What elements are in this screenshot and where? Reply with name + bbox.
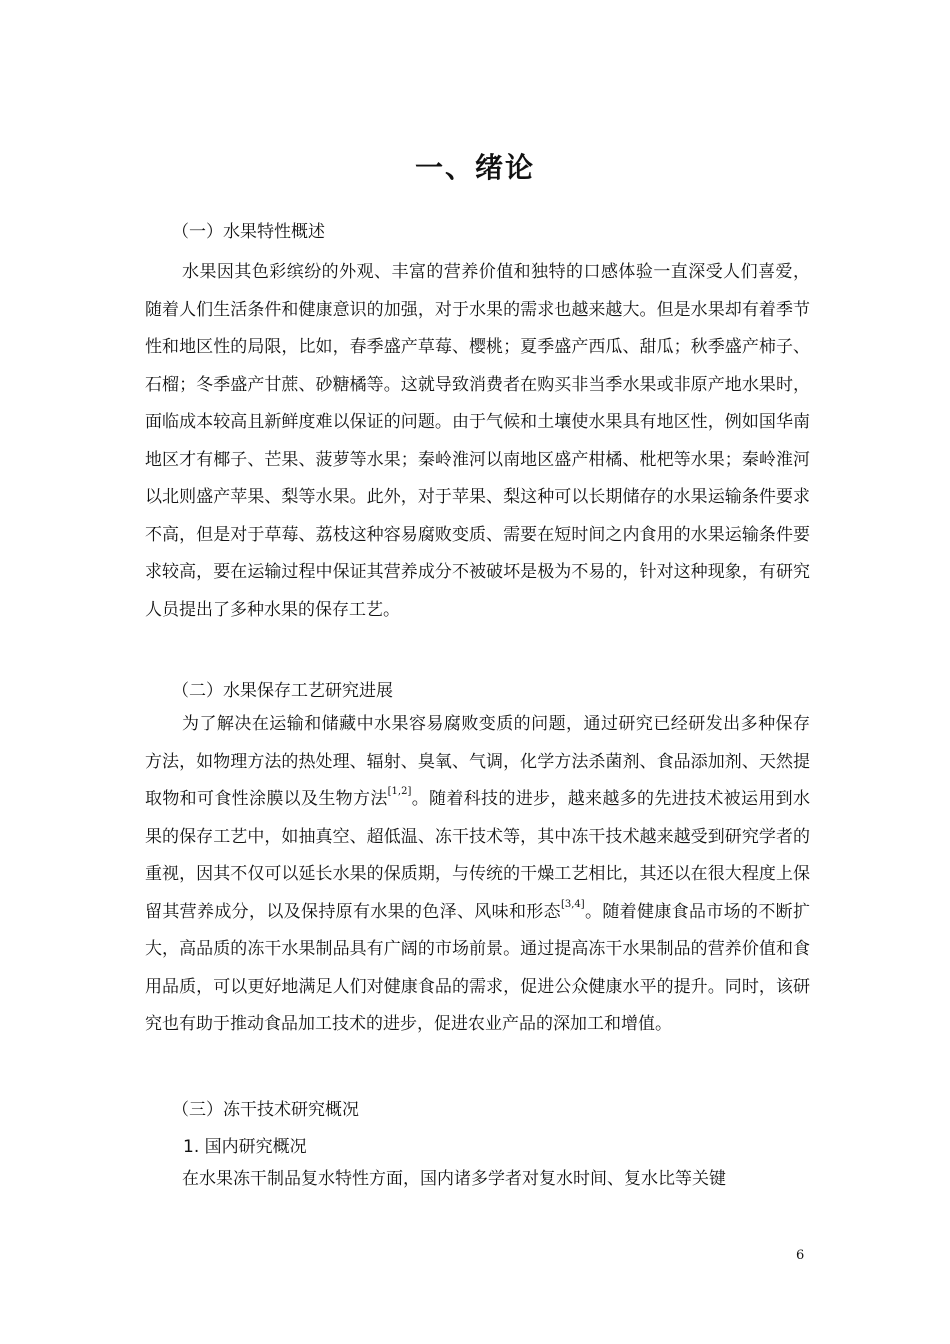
subsection-heading: 1. 国内研究概况 (183, 1137, 307, 1157)
section-heading-2: （二）水果保存工艺研究进展 (172, 681, 393, 701)
paragraph-text: 。随着健康食品市场的不断扩大，高品质的冻干水果制品具有广阔的市场前景。通过提高冻干水果制品的营养价值和食用品质，可以更好地满足人们对健康食品的需求，促进公众健康水平的提升。同时，该研究也有助于推动食品加工技术的进步，促进农业产品的深加工和增值。 (145, 901, 811, 1034)
chapter-title: 一、绪论 (414, 151, 535, 184)
citation: [1,2] (387, 786, 412, 797)
section-3-paragraph: 在水果冻干制品复水特性方面，国内诸多学者对复水时间、复水比等关键 (182, 1169, 726, 1189)
citation: [3,4] (560, 898, 585, 910)
paragraph-text: 。随着科技的进步，越来越多的先进技术被运用到水果的保存工艺中，如抽真空、超低温、冻干技术等，其中冻干技术越来越受到研究学者的重视，因其不仅可以延长水果的保质期，与传统的干燥工艺相比，其还以在很大程度上保留其营养成分，以及保持原有水果的色泽、风味和形态 (145, 789, 811, 922)
paragraph-text: 为了解决在运输和储藏中水果容易腐败变质的问题，通过研究已经研发出多种保存方法，如物理方法的热处理、辐射、臭氧、气调，化学方法杀菌剂、食品添加剂、天然提取物和可食性涂膜以及生物方法 (145, 714, 810, 809)
section-1-paragraph: 水果因其色彩缤纷的外观、丰富的营养价值和独特的口感体验一直深受人们喜爱，随着人们生活条件和健康意识的加强，对于水果的需求也越来越大。但是水果却有着季节性和地区性的局限，比如，春季盛产草莓、樱桃；夏季盛产西瓜、甜瓜；秋季盛产柿子、石榴；冬季盛产甘蔗、砂糖橘等。这就导致消费者在购买非当季水果或非原产地水果时，面临成本较高且新鲜度难以保证的问题。由于气候和土壤使水果具有地区性，例如国华南地区才有椰子、芒果、菠萝等水果；秦岭淮河以南地区盛产柑橘、枇杷等水果；秦岭淮河以北则盛产苹果、梨等水果。此外，对于苹果、梨这种可以长期储存的水果运输条件要求不高，但是对于草莓、荔枝这种容易腐败变质、需要在短时间之内食用的水果运输条件要求较高，要在运输过程中保证其营养成分不被破坏是极为不易的，针对这种现象，有研究人员提出了多种水果的保存工艺。 (145, 262, 810, 620)
section-heading-3: （三）冻干技术研究概况 (172, 1100, 359, 1120)
section-heading-1: （一）水果特性概述 (172, 222, 325, 242)
section-2-paragraph (145, 706, 810, 1044)
page-number: 6 (796, 1248, 805, 1263)
